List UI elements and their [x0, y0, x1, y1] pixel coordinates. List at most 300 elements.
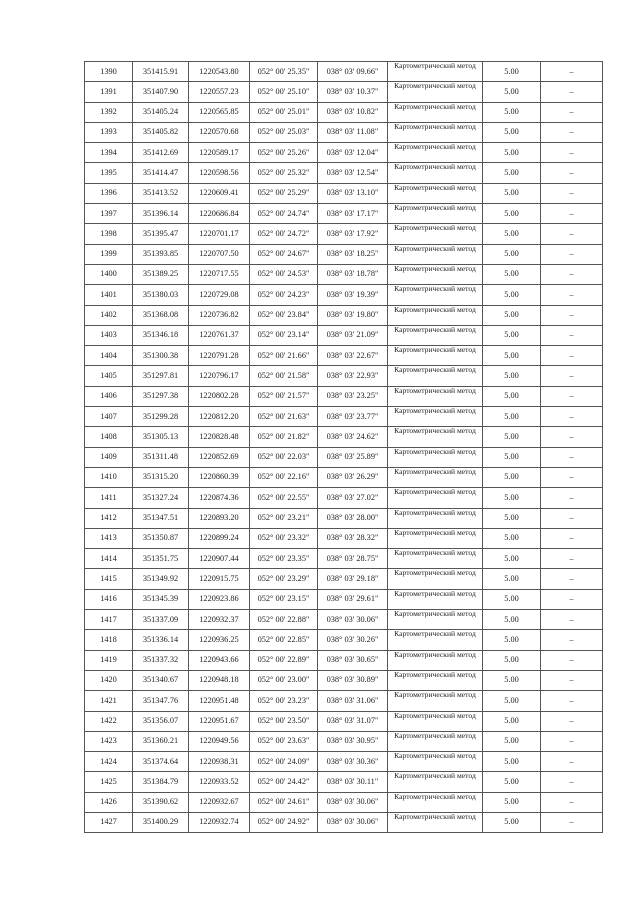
latitude-cell: 052° 00' 23.32": [250, 528, 318, 548]
table-row: [85, 183, 603, 203]
table-row: [85, 122, 603, 142]
point-number-cell: 1407: [85, 407, 133, 427]
longitude-cell: 038° 03' 12.04": [318, 143, 388, 163]
note-cell: –: [541, 285, 603, 305]
x-coordinate-cell: 351345.39: [133, 589, 189, 609]
latitude-cell: 052° 00' 21.63": [250, 407, 318, 427]
longitude-cell: 038° 03' 09.66": [318, 62, 388, 82]
longitude-cell: 038° 03' 11.08": [318, 122, 388, 142]
longitude-cell: 038° 03' 18.25": [318, 244, 388, 264]
latitude-cell: 052° 00' 25.35": [250, 62, 318, 82]
y-coordinate-cell: 1220707.50: [189, 244, 250, 264]
longitude-cell: 038° 03' 27.02": [318, 488, 388, 508]
x-coordinate-cell: 351405.82: [133, 122, 189, 142]
x-coordinate-cell: 351327.24: [133, 488, 189, 508]
accuracy-cell: 5.00: [483, 549, 541, 569]
coordinates-table: [84, 61, 603, 833]
point-number-cell: 1424: [85, 752, 133, 772]
accuracy-cell: 5.00: [483, 650, 541, 670]
y-coordinate-cell: 1220589.17: [189, 143, 250, 163]
method-cell: Картометрический метод: [388, 427, 483, 447]
x-coordinate-cell: 351396.14: [133, 204, 189, 224]
x-coordinate-cell: 351337.32: [133, 650, 189, 670]
x-coordinate-cell: 351336.14: [133, 630, 189, 650]
latitude-cell: 052° 00' 25.29": [250, 183, 318, 203]
x-coordinate-cell: 351374.64: [133, 752, 189, 772]
y-coordinate-cell: 1220686.84: [189, 204, 250, 224]
method-cell: Картометрический метод: [388, 792, 483, 812]
point-number-cell: 1425: [85, 772, 133, 792]
accuracy-cell: 5.00: [483, 122, 541, 142]
point-number-cell: 1416: [85, 589, 133, 609]
longitude-cell: 038° 03' 30.95": [318, 731, 388, 751]
latitude-cell: 052° 00' 24.74": [250, 204, 318, 224]
x-coordinate-cell: 351405.24: [133, 102, 189, 122]
note-cell: –: [541, 427, 603, 447]
accuracy-cell: 5.00: [483, 691, 541, 711]
point-number-cell: 1400: [85, 264, 133, 284]
point-number-cell: 1403: [85, 325, 133, 345]
method-cell: Картометрический метод: [388, 204, 483, 224]
method-cell: Картометрический метод: [388, 549, 483, 569]
method-cell: Картометрический метод: [388, 346, 483, 366]
note-cell: –: [541, 244, 603, 264]
latitude-cell: 052° 00' 21.58": [250, 366, 318, 386]
table-row: [85, 589, 603, 609]
table-row: [85, 447, 603, 467]
y-coordinate-cell: 1220951.48: [189, 691, 250, 711]
table-row: [85, 691, 603, 711]
longitude-cell: 038° 03' 28.32": [318, 528, 388, 548]
accuracy-cell: 5.00: [483, 670, 541, 690]
latitude-cell: 052° 00' 24.23": [250, 285, 318, 305]
y-coordinate-cell: 1220796.17: [189, 366, 250, 386]
method-cell: Картометрический метод: [388, 630, 483, 650]
accuracy-cell: 5.00: [483, 305, 541, 325]
table-row: [85, 549, 603, 569]
x-coordinate-cell: 351349.92: [133, 569, 189, 589]
table-row: [85, 792, 603, 812]
point-number-cell: 1423: [85, 731, 133, 751]
latitude-cell: 052° 00' 23.15": [250, 589, 318, 609]
x-coordinate-cell: 351350.87: [133, 528, 189, 548]
accuracy-cell: 5.00: [483, 812, 541, 832]
accuracy-cell: 5.00: [483, 62, 541, 82]
latitude-cell: 052° 00' 22.88": [250, 610, 318, 630]
method-cell: Картометрический метод: [388, 488, 483, 508]
x-coordinate-cell: 351340.67: [133, 670, 189, 690]
method-cell: Картометрический метод: [388, 143, 483, 163]
x-coordinate-cell: 351407.90: [133, 82, 189, 102]
method-cell: Картометрический метод: [388, 285, 483, 305]
method-cell: Картометрический метод: [388, 244, 483, 264]
point-number-cell: 1421: [85, 691, 133, 711]
latitude-cell: 052° 00' 22.85": [250, 630, 318, 650]
table-row: [85, 163, 603, 183]
longitude-cell: 038° 03' 13.10": [318, 183, 388, 203]
x-coordinate-cell: 351413.52: [133, 183, 189, 203]
note-cell: –: [541, 731, 603, 751]
latitude-cell: 052° 00' 23.84": [250, 305, 318, 325]
latitude-cell: 052° 00' 22.89": [250, 650, 318, 670]
x-coordinate-cell: 351351.75: [133, 549, 189, 569]
y-coordinate-cell: 1220951.67: [189, 711, 250, 731]
table-row: [85, 143, 603, 163]
method-cell: Картометрический метод: [388, 467, 483, 487]
longitude-cell: 038° 03' 28.00": [318, 508, 388, 528]
y-coordinate-cell: 1220932.67: [189, 792, 250, 812]
y-coordinate-cell: 1220923.86: [189, 589, 250, 609]
latitude-cell: 052° 00' 24.61": [250, 792, 318, 812]
point-number-cell: 1417: [85, 610, 133, 630]
y-coordinate-cell: 1220932.37: [189, 610, 250, 630]
method-cell: Картометрический метод: [388, 163, 483, 183]
accuracy-cell: 5.00: [483, 102, 541, 122]
point-number-cell: 1427: [85, 812, 133, 832]
x-coordinate-cell: 351356.07: [133, 711, 189, 731]
y-coordinate-cell: 1220812.20: [189, 407, 250, 427]
longitude-cell: 038° 03' 28.75": [318, 549, 388, 569]
latitude-cell: 052° 00' 24.92": [250, 812, 318, 832]
note-cell: –: [541, 143, 603, 163]
y-coordinate-cell: 1220907.44: [189, 549, 250, 569]
accuracy-cell: 5.00: [483, 366, 541, 386]
accuracy-cell: 5.00: [483, 82, 541, 102]
method-cell: Картометрический метод: [388, 407, 483, 427]
longitude-cell: 038° 03' 12.54": [318, 163, 388, 183]
note-cell: –: [541, 386, 603, 406]
method-cell: Картометрический метод: [388, 569, 483, 589]
method-cell: Картометрический метод: [388, 812, 483, 832]
longitude-cell: 038° 03' 25.89": [318, 447, 388, 467]
point-number-cell: 1397: [85, 204, 133, 224]
note-cell: –: [541, 102, 603, 122]
table-row: [85, 427, 603, 447]
y-coordinate-cell: 1220828.48: [189, 427, 250, 447]
point-number-cell: 1395: [85, 163, 133, 183]
method-cell: Картометрический метод: [388, 691, 483, 711]
note-cell: –: [541, 204, 603, 224]
table-row: [85, 82, 603, 102]
method-cell: Картометрический метод: [388, 62, 483, 82]
y-coordinate-cell: 1220915.75: [189, 569, 250, 589]
y-coordinate-cell: 1220860.39: [189, 467, 250, 487]
point-number-cell: 1390: [85, 62, 133, 82]
y-coordinate-cell: 1220717.55: [189, 264, 250, 284]
table-row: [85, 711, 603, 731]
accuracy-cell: 5.00: [483, 528, 541, 548]
x-coordinate-cell: 351368.08: [133, 305, 189, 325]
accuracy-cell: 5.00: [483, 569, 541, 589]
accuracy-cell: 5.00: [483, 407, 541, 427]
x-coordinate-cell: 351400.29: [133, 812, 189, 832]
table-row: [85, 325, 603, 345]
point-number-cell: 1411: [85, 488, 133, 508]
x-coordinate-cell: 351346.18: [133, 325, 189, 345]
x-coordinate-cell: 351415.91: [133, 62, 189, 82]
longitude-cell: 038° 03' 30.65": [318, 650, 388, 670]
note-cell: –: [541, 366, 603, 386]
point-number-cell: 1405: [85, 366, 133, 386]
longitude-cell: 038° 03' 19.80": [318, 305, 388, 325]
note-cell: –: [541, 630, 603, 650]
accuracy-cell: 5.00: [483, 508, 541, 528]
note-cell: –: [541, 610, 603, 630]
y-coordinate-cell: 1220893.20: [189, 508, 250, 528]
longitude-cell: 038° 03' 23.77": [318, 407, 388, 427]
latitude-cell: 052° 00' 23.29": [250, 569, 318, 589]
point-number-cell: 1402: [85, 305, 133, 325]
note-cell: –: [541, 711, 603, 731]
table-row: [85, 630, 603, 650]
x-coordinate-cell: 351305.13: [133, 427, 189, 447]
latitude-cell: 052° 00' 24.72": [250, 224, 318, 244]
note-cell: –: [541, 589, 603, 609]
note-cell: –: [541, 305, 603, 325]
table-row: [85, 264, 603, 284]
x-coordinate-cell: 351300.38: [133, 346, 189, 366]
table-row: [85, 224, 603, 244]
x-coordinate-cell: 351380.03: [133, 285, 189, 305]
latitude-cell: 052° 00' 23.21": [250, 508, 318, 528]
note-cell: –: [541, 569, 603, 589]
accuracy-cell: 5.00: [483, 386, 541, 406]
latitude-cell: 052° 00' 25.03": [250, 122, 318, 142]
longitude-cell: 038° 03' 17.17": [318, 204, 388, 224]
note-cell: –: [541, 508, 603, 528]
y-coordinate-cell: 1220949.56: [189, 731, 250, 751]
note-cell: –: [541, 62, 603, 82]
document-page: [84, 61, 602, 833]
method-cell: Картометрический метод: [388, 183, 483, 203]
point-number-cell: 1414: [85, 549, 133, 569]
note-cell: –: [541, 772, 603, 792]
method-cell: Картометрический метод: [388, 772, 483, 792]
longitude-cell: 038° 03' 30.26": [318, 630, 388, 650]
x-coordinate-cell: 351384.79: [133, 772, 189, 792]
point-number-cell: 1415: [85, 569, 133, 589]
accuracy-cell: 5.00: [483, 467, 541, 487]
note-cell: –: [541, 549, 603, 569]
method-cell: Картометрический метод: [388, 752, 483, 772]
note-cell: –: [541, 82, 603, 102]
longitude-cell: 038° 03' 23.25": [318, 386, 388, 406]
accuracy-cell: 5.00: [483, 731, 541, 751]
longitude-cell: 038° 03' 24.62": [318, 427, 388, 447]
latitude-cell: 052° 00' 25.10": [250, 82, 318, 102]
y-coordinate-cell: 1220598.56: [189, 163, 250, 183]
method-cell: Картометрический метод: [388, 508, 483, 528]
y-coordinate-cell: 1220899.24: [189, 528, 250, 548]
longitude-cell: 038° 03' 30.06": [318, 812, 388, 832]
y-coordinate-cell: 1220565.85: [189, 102, 250, 122]
point-number-cell: 1413: [85, 528, 133, 548]
latitude-cell: 052° 00' 24.53": [250, 264, 318, 284]
latitude-cell: 052° 00' 23.14": [250, 325, 318, 345]
longitude-cell: 038° 03' 30.06": [318, 792, 388, 812]
x-coordinate-cell: 351390.62: [133, 792, 189, 812]
longitude-cell: 038° 03' 10.82": [318, 102, 388, 122]
note-cell: –: [541, 183, 603, 203]
method-cell: Картометрический метод: [388, 589, 483, 609]
table-row: [85, 366, 603, 386]
y-coordinate-cell: 1220933.52: [189, 772, 250, 792]
latitude-cell: 052° 00' 25.32": [250, 163, 318, 183]
note-cell: –: [541, 670, 603, 690]
longitude-cell: 038° 03' 31.06": [318, 691, 388, 711]
note-cell: –: [541, 752, 603, 772]
note-cell: –: [541, 691, 603, 711]
table-row: [85, 670, 603, 690]
y-coordinate-cell: 1220736.82: [189, 305, 250, 325]
accuracy-cell: 5.00: [483, 325, 541, 345]
table-row: [85, 204, 603, 224]
longitude-cell: 038° 03' 29.18": [318, 569, 388, 589]
method-cell: Картометрический метод: [388, 264, 483, 284]
note-cell: –: [541, 488, 603, 508]
method-cell: Картометрический метод: [388, 386, 483, 406]
method-cell: Картометрический метод: [388, 731, 483, 751]
accuracy-cell: 5.00: [483, 488, 541, 508]
accuracy-cell: 5.00: [483, 224, 541, 244]
y-coordinate-cell: 1220701.17: [189, 224, 250, 244]
point-number-cell: 1408: [85, 427, 133, 447]
y-coordinate-cell: 1220948.18: [189, 670, 250, 690]
accuracy-cell: 5.00: [483, 752, 541, 772]
note-cell: –: [541, 346, 603, 366]
longitude-cell: 038° 03' 31.07": [318, 711, 388, 731]
y-coordinate-cell: 1220932.74: [189, 812, 250, 832]
point-number-cell: 1419: [85, 650, 133, 670]
longitude-cell: 038° 03' 18.78": [318, 264, 388, 284]
accuracy-cell: 5.00: [483, 285, 541, 305]
table-row: [85, 488, 603, 508]
y-coordinate-cell: 1220609.41: [189, 183, 250, 203]
y-coordinate-cell: 1220761.37: [189, 325, 250, 345]
accuracy-cell: 5.00: [483, 346, 541, 366]
table-row: [85, 285, 603, 305]
latitude-cell: 052° 00' 23.63": [250, 731, 318, 751]
x-coordinate-cell: 351412.69: [133, 143, 189, 163]
point-number-cell: 1426: [85, 792, 133, 812]
latitude-cell: 052° 00' 23.00": [250, 670, 318, 690]
latitude-cell: 052° 00' 22.16": [250, 467, 318, 487]
table-row: [85, 650, 603, 670]
note-cell: –: [541, 122, 603, 142]
accuracy-cell: 5.00: [483, 772, 541, 792]
accuracy-cell: 5.00: [483, 610, 541, 630]
table-row: [85, 752, 603, 772]
note-cell: –: [541, 407, 603, 427]
y-coordinate-cell: 1220543.80: [189, 62, 250, 82]
accuracy-cell: 5.00: [483, 163, 541, 183]
point-number-cell: 1394: [85, 143, 133, 163]
longitude-cell: 038° 03' 10.37": [318, 82, 388, 102]
table-row: [85, 467, 603, 487]
point-number-cell: 1410: [85, 467, 133, 487]
x-coordinate-cell: 351393.85: [133, 244, 189, 264]
latitude-cell: 052° 00' 24.09": [250, 752, 318, 772]
latitude-cell: 052° 00' 24.42": [250, 772, 318, 792]
x-coordinate-cell: 351297.38: [133, 386, 189, 406]
method-cell: Картометрический метод: [388, 610, 483, 630]
x-coordinate-cell: 351297.81: [133, 366, 189, 386]
y-coordinate-cell: 1220936.25: [189, 630, 250, 650]
latitude-cell: 052° 00' 21.66": [250, 346, 318, 366]
note-cell: –: [541, 812, 603, 832]
method-cell: Картометрический метод: [388, 711, 483, 731]
x-coordinate-cell: 351315.20: [133, 467, 189, 487]
note-cell: –: [541, 447, 603, 467]
latitude-cell: 052° 00' 25.26": [250, 143, 318, 163]
table-row: [85, 610, 603, 630]
note-cell: –: [541, 163, 603, 183]
table-row: [85, 305, 603, 325]
y-coordinate-cell: 1220852.69: [189, 447, 250, 467]
accuracy-cell: 5.00: [483, 711, 541, 731]
note-cell: –: [541, 528, 603, 548]
method-cell: Картометрический метод: [388, 447, 483, 467]
point-number-cell: 1406: [85, 386, 133, 406]
point-number-cell: 1422: [85, 711, 133, 731]
x-coordinate-cell: 351299.28: [133, 407, 189, 427]
accuracy-cell: 5.00: [483, 589, 541, 609]
y-coordinate-cell: 1220802.28: [189, 386, 250, 406]
table-row: [85, 244, 603, 264]
x-coordinate-cell: 351337.09: [133, 610, 189, 630]
x-coordinate-cell: 351311.48: [133, 447, 189, 467]
point-number-cell: 1399: [85, 244, 133, 264]
point-number-cell: 1398: [85, 224, 133, 244]
y-coordinate-cell: 1220874.36: [189, 488, 250, 508]
method-cell: Картометрический метод: [388, 325, 483, 345]
latitude-cell: 052° 00' 22.55": [250, 488, 318, 508]
note-cell: –: [541, 467, 603, 487]
longitude-cell: 038° 03' 30.89": [318, 670, 388, 690]
method-cell: Картометрический метод: [388, 102, 483, 122]
longitude-cell: 038° 03' 19.39": [318, 285, 388, 305]
point-number-cell: 1396: [85, 183, 133, 203]
latitude-cell: 052° 00' 23.23": [250, 691, 318, 711]
longitude-cell: 038° 03' 30.36": [318, 752, 388, 772]
longitude-cell: 038° 03' 29.61": [318, 589, 388, 609]
accuracy-cell: 5.00: [483, 143, 541, 163]
x-coordinate-cell: 351389.25: [133, 264, 189, 284]
x-coordinate-cell: 351360.21: [133, 731, 189, 751]
table-row: [85, 102, 603, 122]
y-coordinate-cell: 1220729.08: [189, 285, 250, 305]
method-cell: Картометрический метод: [388, 122, 483, 142]
accuracy-cell: 5.00: [483, 447, 541, 467]
table-row: [85, 386, 603, 406]
method-cell: Картометрический метод: [388, 670, 483, 690]
point-number-cell: 1409: [85, 447, 133, 467]
longitude-cell: 038° 03' 22.67": [318, 346, 388, 366]
longitude-cell: 038° 03' 30.11": [318, 772, 388, 792]
y-coordinate-cell: 1220570.68: [189, 122, 250, 142]
point-number-cell: 1392: [85, 102, 133, 122]
accuracy-cell: 5.00: [483, 244, 541, 264]
accuracy-cell: 5.00: [483, 183, 541, 203]
longitude-cell: 038° 03' 21.09": [318, 325, 388, 345]
accuracy-cell: 5.00: [483, 630, 541, 650]
table-row: [85, 528, 603, 548]
note-cell: –: [541, 792, 603, 812]
method-cell: Картометрический метод: [388, 366, 483, 386]
y-coordinate-cell: 1220557.23: [189, 82, 250, 102]
x-coordinate-cell: 351347.51: [133, 508, 189, 528]
x-coordinate-cell: 351414.47: [133, 163, 189, 183]
